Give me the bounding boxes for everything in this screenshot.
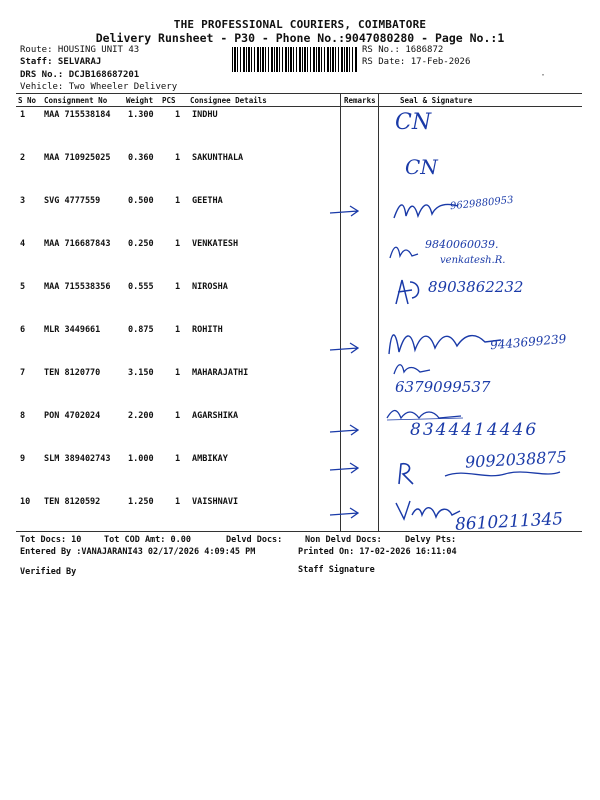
table-header-border	[16, 106, 582, 107]
total-cod-amount: Tot COD Amt: 0.00	[104, 535, 191, 545]
row-consignee-name: INDHU	[192, 110, 218, 120]
signature-row-1: CN	[395, 110, 432, 135]
row-weight: 0.250	[128, 239, 154, 249]
remarks-arrow-icon	[328, 340, 362, 356]
row-sno: 5	[20, 282, 26, 292]
row-pcs: 1	[175, 239, 181, 249]
signature-scribble-row-6	[385, 322, 505, 358]
row-sno: 9	[20, 454, 26, 464]
row-consignee-name: NIROSHA	[192, 282, 228, 292]
row-weight: 0.555	[128, 282, 154, 292]
entered-by: Entered By :VANAJARANI43 02/17/2026 4:09:45 PM	[20, 547, 256, 557]
row-weight: 1.300	[128, 110, 154, 120]
row-weight: 3.150	[128, 368, 154, 378]
row-weight: 2.200	[128, 411, 154, 421]
staff-label: Staff: SELVARAJ	[20, 57, 102, 67]
row-consignment-no: PON 4702024	[44, 411, 101, 421]
col-header-pcs: PCS	[162, 96, 176, 105]
row-consignment-no: MAA 710925025	[44, 153, 111, 163]
signature-phone-row-9: 9092038875	[464, 447, 568, 472]
row-weight: 0.500	[128, 196, 154, 206]
row-pcs: 1	[175, 325, 181, 335]
total-docs: Tot Docs: 10	[20, 535, 82, 545]
signature-scribble-row-9	[395, 458, 565, 488]
col-header-remarks: Remarks	[344, 96, 376, 105]
small-mark: ·	[540, 70, 547, 81]
row-pcs: 1	[175, 411, 181, 421]
row-sno: 4	[20, 239, 26, 249]
row-pcs: 1	[175, 110, 181, 120]
drs-number: DRS No.: DCJB168687201	[20, 70, 140, 80]
signature-phone-row-3: 9629880953	[449, 194, 515, 213]
row-consignment-no: MAA 715538184	[44, 110, 111, 120]
rs-number: RS No.: 1686872	[362, 45, 444, 55]
row-consignee-name: VAISHNAVI	[192, 497, 239, 507]
row-consignee-name: AGARSHIKA	[192, 411, 239, 421]
runsheet-subtitle: Delivery Runsheet - P30 - Phone No.:9047080280 - Page No.:1	[95, 31, 505, 45]
remarks-arrow-icon	[328, 422, 362, 438]
route-label: Route: HOUSING UNIT 43	[20, 45, 140, 55]
signature-scribble-row-5	[392, 276, 428, 308]
row-pcs: 1	[175, 196, 181, 206]
row-sno: 8	[20, 411, 26, 421]
company-title: THE PROFESSIONAL COURIERS, COIMBATORE	[173, 18, 427, 31]
rs-date: RS Date: 17-Feb-2026	[362, 57, 471, 67]
row-sno: 6	[20, 325, 26, 335]
delivery-points: Delvy Pts:	[405, 535, 457, 545]
row-consignee-name: MAHARAJATHI	[192, 368, 249, 378]
row-consignment-no: TEN 8120592	[44, 497, 101, 507]
row-consignee-name: VENKATESH	[192, 239, 239, 249]
row-pcs: 1	[175, 153, 181, 163]
signature-phone-row-7: 6379099537	[395, 378, 491, 396]
row-sno: 2	[20, 153, 26, 163]
signature-phone-row-6: 9443699239	[489, 331, 567, 353]
remarks-right-border	[378, 93, 379, 531]
remarks-arrow-icon	[328, 203, 362, 219]
row-weight: 0.875	[128, 325, 154, 335]
signature-scribble-row-4	[388, 240, 422, 262]
signature-phone-row-4: 9840060039.	[425, 238, 499, 251]
signature-row-2: CN	[405, 155, 438, 179]
remarks-arrow-icon	[328, 505, 362, 521]
row-consignment-no: MAA 715538356	[44, 282, 111, 292]
row-sno: 3	[20, 196, 26, 206]
row-consignment-no: MAA 716687843	[44, 239, 111, 249]
signature-scribble-row-10	[392, 495, 462, 525]
table-top-border	[16, 93, 582, 94]
row-weight: 1.000	[128, 454, 154, 464]
row-consignee-name: AMBIKAY	[192, 454, 228, 464]
staff-signature: Staff Signature	[298, 565, 375, 575]
row-weight: 1.250	[128, 497, 154, 507]
signature-phone-row-5: 8903862232	[428, 278, 524, 296]
barcode-image	[232, 47, 357, 72]
row-pcs: 1	[175, 454, 181, 464]
verified-by: Verified By	[20, 567, 77, 577]
row-sno: 10	[20, 497, 31, 507]
col-header-sno: S No	[18, 96, 37, 105]
delivered-docs: Delvd Docs:	[226, 535, 283, 545]
col-header-consignee: Consignee Details	[190, 96, 267, 105]
row-consignee-name: SAKUNTHALA	[192, 153, 244, 163]
row-weight: 0.360	[128, 153, 154, 163]
row-consignee-name: ROHITH	[192, 325, 223, 335]
remarks-arrow-icon	[328, 460, 362, 476]
signature-phone-row-10: 8610211345	[454, 509, 564, 535]
col-header-seal-signature: Seal & Signature	[400, 96, 473, 105]
row-sno: 7	[20, 368, 26, 378]
row-consignee-name: GEETHA	[192, 196, 223, 206]
signature-scribble-row-7	[392, 360, 432, 378]
row-consignment-no: SVG 4777559	[44, 196, 101, 206]
row-consignment-no: MLR 3449661	[44, 325, 101, 335]
row-consignment-no: SLM 389402743	[44, 454, 111, 464]
row-pcs: 1	[175, 282, 181, 292]
col-header-weight: Weight	[126, 96, 154, 105]
non-delivered-docs: Non Delvd Docs:	[305, 535, 382, 545]
row-pcs: 1	[175, 368, 181, 378]
signature-name-row-4: venkatesh.R.	[440, 255, 506, 266]
col-header-consignment: Consignment No	[44, 96, 108, 105]
vehicle-label: Vehicle: Two Wheeler Delivery	[20, 82, 178, 92]
signature-phone-row-8: 8344414446	[410, 420, 539, 440]
row-consignment-no: TEN 8120770	[44, 368, 101, 378]
printed-on: Printed On: 17-02-2026 16:11:04	[298, 547, 457, 557]
row-pcs: 1	[175, 497, 181, 507]
row-sno: 1	[20, 110, 26, 120]
